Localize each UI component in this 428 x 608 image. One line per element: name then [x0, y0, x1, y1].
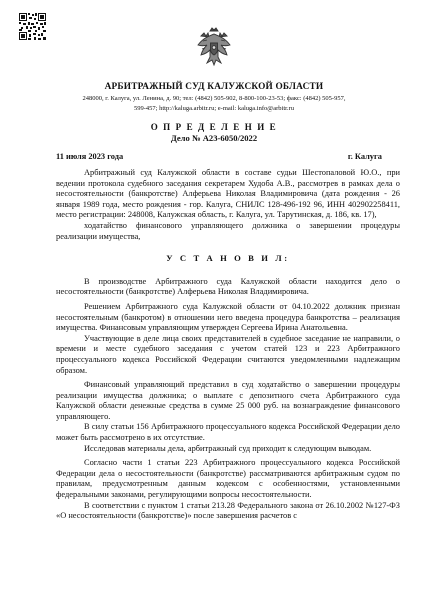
body-paragraph: В соответствии с пунктом 1 статьи 213.28 Федерального закона от 26.10.2002 №127-ФЗ «О несостоятельности (банкротстве)» после завершения расчетов с — [56, 500, 400, 521]
document-city: г. Калуга — [347, 152, 382, 161]
court-address — [50, 94, 378, 114]
court-address-line: 599-457; http://kaluga.arbitr.ru; e-mail: kaluga.info@arbitr.ru — [134, 105, 294, 112]
body-paragraph: Финансовый управляющий представил в суд ходатайство о завершении процедуры реализации имущества должника; о выплате с депозитного счета Арбитражного суда Калужской области денежные средства в сумме 25 000 руб. на вознаграждение финансового управляющего. — [56, 380, 400, 421]
body-paragraph: В производстве Арбитражного суда Калужской области находится дело о несостоятельности (банкротстве) Алферьева Николая Владимировича. — [56, 276, 400, 297]
section-heading: У С Т А Н О В И Л: — [166, 253, 290, 264]
coat-of-arms-icon — [195, 27, 233, 67]
qr-code-icon — [19, 13, 46, 40]
body-paragraph: ходатайство финансового управляющего должника о завершении процедуры реализации имущества, — [56, 220, 400, 241]
body-paragraph: В силу статьи 156 Арбитражного процессуального кодекса Российской Федерации дело может быть рассмотрено в их отсутствие. — [56, 422, 400, 443]
court-name: АРБИТРАЖНЫЙ СУД КАЛУЖСКОЙ ОБЛАСТИ — [104, 82, 324, 92]
body-paragraph: Исследовав материалы дела, арбитражный суд приходит к следующим выводам. — [84, 443, 372, 453]
body-paragraph: Арбитражный суд Калужской области в составе судьи Шестопаловой Ю.О., при ведении протокола судебного заседания секретарем Худоба А.В., рассмотрев в рамках дела о несостоятельности (банкротстве) Алферьева Николая Владимировича (дата рождения - 26 января 1989 года, место рождения - гор. Калуга, СНИЛС 128-496-192 96, ИНН 402902258411, место регистрации: 248008, Калужская область, г. Калуга, ул. Тарутинская, д. 186, кв. 17), — [56, 168, 400, 220]
body-paragraph: Согласно части 1 статьи 223 Арбитражного процессуального кодекса Российской Федерации дела о несостоятельности (банкротстве) рассматриваются арбитражным судом по правилам, предусмотренным данным кодексом с особенностями, установленными федеральными законами, регулирующими вопросы несостоятельности. — [56, 458, 400, 500]
document-body — [56, 168, 400, 522]
body-paragraph: Решением Арбитражного суда Калужской области от 04.10.2022 должник признан несостоятельным (банкротом) в отношении него введена процедура банкротства – реализация имущества. Финансовым управляющим утвержден Сергеева Ирина Анатольевна. — [56, 301, 400, 333]
court-address-line: 248000, г. Калуга, ул. Ленина, д. 90; тел: (4842) 505-902, 8-800-100-23-53; факс: (4842) 505-957, — [82, 95, 346, 102]
case-number: Дело № А23-6050/2022 — [170, 133, 258, 143]
body-paragraph: Участвующие в деле лица своих представителей в судебное заседание не направили, о времени и месте судебного заседания с учетом статей 123 и 223 Арбитражного процессуального кодекса Российской Федерации считаются уведомленными надлежащим образом. — [56, 333, 400, 375]
document-date: 11 июля 2023 года — [56, 152, 124, 161]
document-type: О П Р Е Д Е Л Е Н И Е — [150, 122, 278, 132]
